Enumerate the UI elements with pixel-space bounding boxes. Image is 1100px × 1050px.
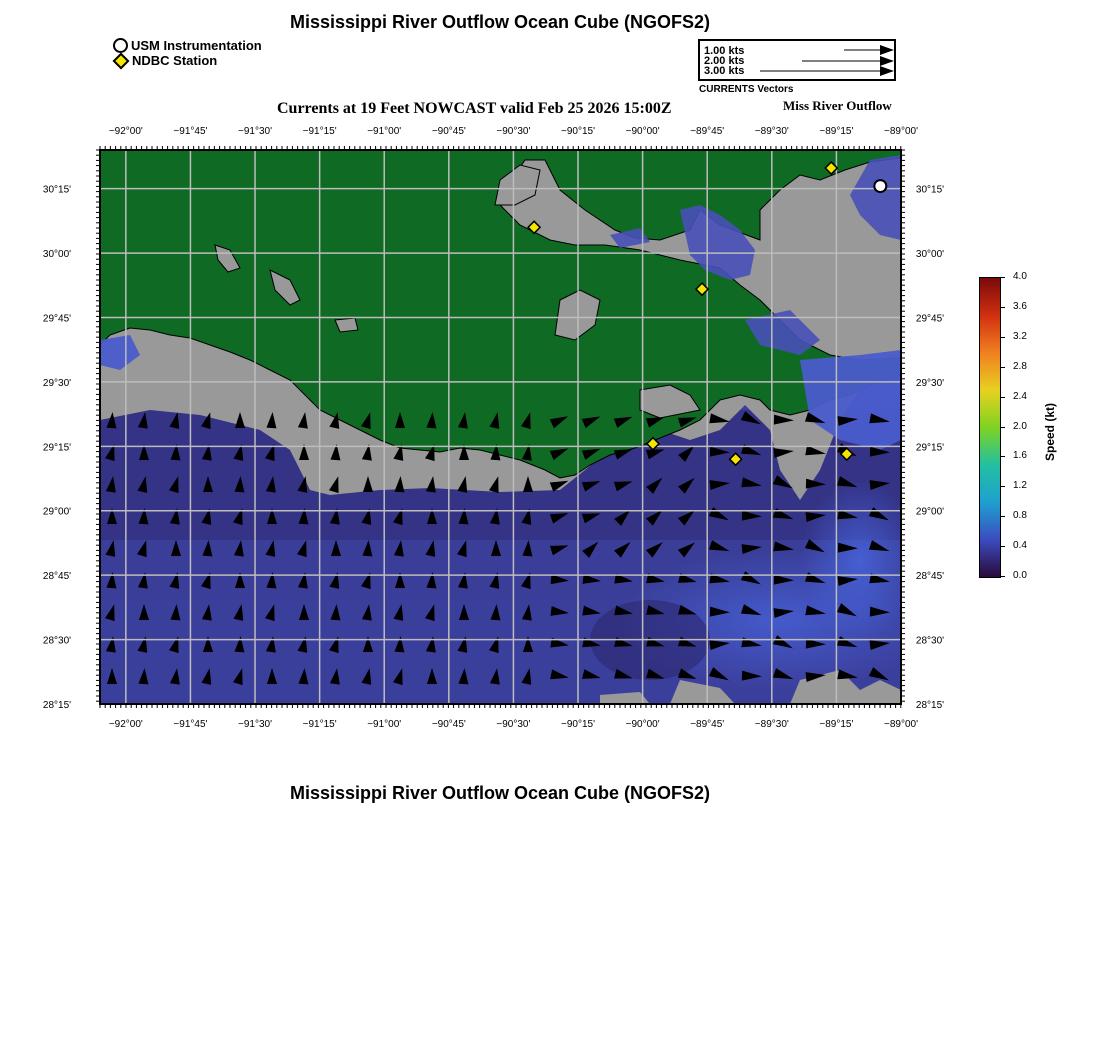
lon-tick-label-top: −90°45': [431, 126, 466, 137]
page-title: Mississippi River Outflow Ocean Cube (NGOFS2): [289, 12, 711, 32]
colorbar-tick-label: 2.8: [1013, 360, 1027, 372]
colorbar-tick-label: 1.6: [1013, 450, 1027, 462]
colorbar-tick-mark: [1000, 546, 1005, 547]
colorbar-tick-mark: [1000, 516, 1005, 517]
lon-tick-label-top: −91°30': [238, 126, 273, 137]
legend-ndbc-label: NDBC Station: [132, 53, 218, 68]
colorbar-tick-label: 0.0: [1013, 570, 1027, 581]
colorbar-tick-label: 3.6: [1013, 300, 1027, 312]
colorbar-tick-mark: [1000, 427, 1005, 428]
vector-legend-1: 1.00 kts: [704, 45, 745, 57]
lon-tick-label-top: −90°15': [561, 126, 596, 137]
lon-tick-label-top: −90°00': [625, 126, 660, 137]
vector-legend-2: 2.00 kts: [704, 55, 745, 67]
lon-tick-label-top: −91°45': [173, 126, 208, 137]
lon-tick-label-bottom: −90°30': [496, 719, 531, 730]
lon-tick-label-bottom: −90°15': [561, 719, 596, 730]
colorbar-tick-mark: [1000, 456, 1005, 457]
lon-tick-label-bottom: −91°00': [367, 719, 402, 730]
lat-tick-label-left: 28°45': [42, 571, 72, 583]
colorbar-tick-label: 2.4: [1013, 390, 1027, 402]
lat-tick-label-right: 29°00': [915, 506, 945, 518]
legend-usm-label: USM Instrumentation: [131, 38, 262, 53]
lat-tick-label-right: 30°15': [915, 184, 945, 196]
lon-tick-label-bottom: −89°45': [690, 719, 725, 730]
colorbar-tick-mark: [1000, 486, 1005, 487]
lon-tick-label-bottom: −91°15': [302, 719, 337, 730]
lon-tick-label-top: −91°00': [367, 126, 402, 137]
lon-tick-label-bottom: −90°45': [431, 719, 466, 730]
lon-tick-label-bottom: −91°45': [173, 719, 208, 730]
colorbar-tick-label: 3.2: [1013, 330, 1027, 342]
lon-tick-label-top: −89°15': [819, 126, 854, 137]
colorbar-gradient: [980, 278, 1000, 577]
colorbar: [979, 277, 1001, 578]
colorbar-label: Speed (kt): [1043, 402, 1057, 461]
lat-tick-label-left: 30°00': [42, 249, 72, 261]
colorbar-tick-label: 0.4: [1013, 540, 1027, 552]
colorbar-tick-label: 1.2: [1013, 480, 1027, 492]
colorbar-tick-mark: [1000, 576, 1005, 577]
lat-tick-label-right: 30°00': [915, 249, 945, 261]
colorbar-tick-mark: [1000, 277, 1005, 278]
lat-tick-label-left: 29°30': [42, 377, 72, 389]
lon-tick-label-top: −90°30': [496, 126, 531, 137]
lat-tick-label-left: 29°45': [42, 313, 72, 325]
lon-tick-label-bottom: −91°30': [238, 719, 273, 730]
lat-tick-label-right: 28°30': [915, 635, 945, 647]
lon-tick-label-bottom: −89°15': [819, 719, 854, 730]
lat-tick-label-right: 29°15': [915, 442, 945, 454]
lat-tick-label-left: 29°00': [42, 506, 72, 518]
lat-tick-label-right: 28°45': [915, 571, 945, 583]
colorbar-tick-mark: [1000, 337, 1005, 338]
lon-tick-label-bottom: −89°00': [884, 719, 918, 730]
colorbar-tick-mark: [1000, 367, 1005, 368]
colorbar-tick-label: 2.0: [1013, 420, 1027, 432]
colorbar-tick-mark: [1000, 397, 1005, 398]
colorbar-tick-label: 0.8: [1013, 510, 1027, 522]
lon-tick-label-top: −89°45': [690, 126, 725, 137]
lat-tick-label-right: 29°45': [915, 313, 945, 325]
lat-tick-label-left: 29°15': [42, 442, 72, 454]
lon-tick-label-bottom: −89°30': [754, 719, 789, 730]
map-region-label: Miss River Outflow: [783, 98, 892, 113]
lon-tick-label-top: −89°00': [884, 126, 918, 137]
colorbar-tick-mark: [1000, 307, 1005, 308]
lat-tick-label-left: 28°30': [42, 635, 72, 647]
lon-tick-label-top: −91°15': [302, 126, 337, 137]
usm-station-marker[interactable]: [874, 180, 886, 192]
lat-tick-label-left: 28°15': [42, 700, 72, 711]
second-title: Mississippi River Outflow Ocean Cube (NGOFS2): [289, 783, 711, 803]
map-subtitle: Currents at 19 Feet NOWCAST valid Feb 25 2026 15:00Z: [277, 100, 672, 117]
lat-tick-label-left: 30°15': [42, 184, 72, 196]
colorbar-tick-label: 4.0: [1013, 271, 1027, 282]
lat-tick-label-right: 28°15': [915, 700, 945, 711]
lon-tick-label-bottom: −92°00': [108, 719, 143, 730]
lat-tick-label-right: 29°30': [915, 377, 945, 389]
lon-tick-label-top: −89°30': [754, 126, 789, 137]
vector-legend-3: 3.00 kts: [704, 65, 745, 77]
lon-tick-label-top: −92°00': [108, 126, 143, 137]
vector-legend-title: CURRENTS Vectors: [699, 84, 794, 95]
lon-tick-label-bottom: −90°00': [625, 719, 660, 730]
